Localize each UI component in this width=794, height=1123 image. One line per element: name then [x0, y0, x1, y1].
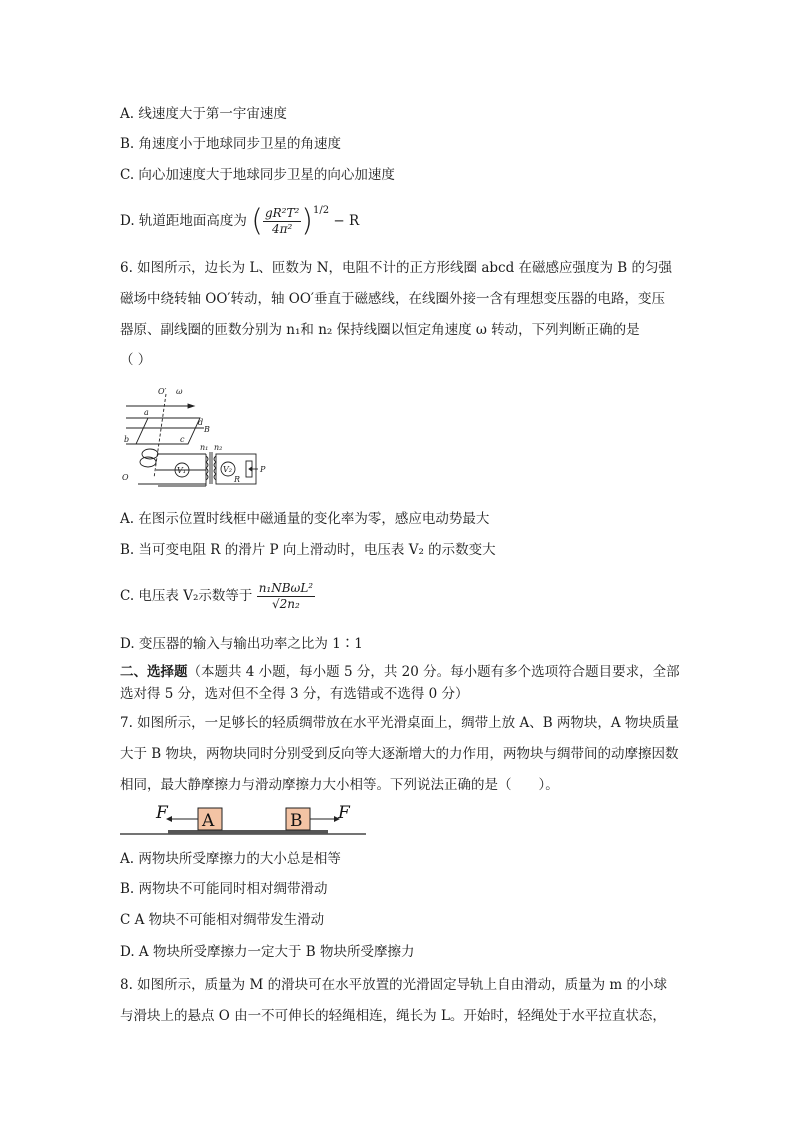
q5-option-a: A. 线速度大于第一宇宙速度 — [120, 106, 287, 122]
q6-fraction-den: √2n₂ — [271, 597, 300, 611]
q6-fraction-num: n₁NBωL² — [258, 581, 314, 595]
q5-fraction-num: gR²T² — [264, 206, 300, 220]
q5-option-d-suffix: − R — [333, 213, 360, 229]
fig-label-O: O — [122, 473, 129, 482]
q5-exponent: 1/2 — [313, 205, 330, 216]
q8-stem-line1: 8. 如图所示，质量为 M 的滑块可在水平放置的光滑固定导轨上自由滑动，质量为 m 的小球 — [120, 977, 667, 993]
q6-stem-line1: 6. 如图所示，边长为 L、匝数为 N，电阻不计的正方形线圈 abcd 在磁感应强度为 B 的匀强 — [120, 260, 673, 276]
q7-fig-F-left: F — [156, 803, 168, 823]
section-2-title: 二、选择题 — [120, 664, 188, 680]
q6-option-d: D. 变压器的输入与输出功率之比为 1∶1 — [120, 636, 363, 652]
q5-option-c: C. 向心加速度大于地球同步卫星的向心加速度 — [120, 167, 395, 183]
q8-stem-line2: 与滑块上的悬点 O 由一不可伸长的轻绳相连，绳长为 L。开始时，轻绳处于水平拉直状态， — [120, 1008, 666, 1024]
q6-stem-line2: 磁场中绕转轴 OO′转动，轴 OO′垂直于磁感线，在线圈外接一含有理想变压器的电路，变压 — [120, 291, 665, 307]
q5-option-d — [120, 196, 359, 246]
q6-option-b: B. 当可变电阻 R 的滑片 P 向上滑动时，电压表 V₂ 的示数变大 — [120, 542, 496, 558]
fig-label-P: P — [260, 465, 266, 474]
right-paren: ) — [301, 203, 314, 239]
fig-label-omega: ω — [176, 387, 183, 396]
q6-option-c — [120, 576, 315, 616]
fig-label-B: B — [204, 425, 210, 434]
q6-answer-blank: （ ） — [120, 352, 152, 368]
q7-option-c: C A 物块不可能相对绸带发生滑动 — [120, 912, 325, 928]
q5-option-d-prefix: D. 轨道距地面高度为 — [120, 213, 247, 229]
q7-fig-A: A — [202, 811, 215, 831]
fig-label-n2: n₂ — [214, 443, 223, 452]
fig-label-V2: V₂ — [223, 465, 232, 474]
section-2-desc: （本题共 4 小题，每小题 5 分，共 20 分。每小题有多个选项符合题目要求，全部选对得 5 分，选对但不全得 3 分，有选错或不选得 0 分） — [120, 664, 680, 702]
left-paren: ( — [251, 203, 263, 239]
q6-option-c-prefix: C. 电压表 V₂示数等于 — [120, 588, 253, 604]
fig-label-O-top: O′ — [158, 387, 167, 396]
q7-option-b: B. 两物块不可能同时相对绸带滑动 — [120, 881, 328, 897]
fig-label-a: a — [144, 408, 149, 417]
q7-fig-B: B — [290, 811, 303, 831]
q6-circuit-figure — [118, 384, 278, 494]
q6-stem-line3: 器原、副线圈的匝数分别为 n₁和 n₂ 保持线圈以恒定角速度 ω 转动，下列判断正确的是 — [120, 322, 640, 338]
fig-label-d: d — [198, 418, 204, 427]
fig-label-b: b — [124, 435, 130, 444]
fig-label-R: R — [234, 475, 241, 484]
section-2-header — [120, 661, 680, 705]
q6-option-a: A. 在图示位置时线框中磁通量的变化率为零，感应电动势最大 — [120, 511, 490, 527]
q5-fraction — [263, 206, 301, 237]
q6-fraction — [257, 581, 315, 612]
q7-option-d: D. A 物块所受摩擦力一定大于 B 物块所受摩擦力 — [120, 944, 415, 960]
fig-label-V1: V₁ — [177, 466, 186, 475]
q5-fraction-den: 4π² — [271, 222, 293, 236]
fig-label-n1: n₁ — [200, 443, 209, 452]
q7-figure — [120, 800, 370, 840]
fig-label-c: c — [180, 435, 185, 444]
q5-option-b: B. 角速度小于地球同步卫星的角速度 — [120, 136, 342, 152]
q7-stem: 7. 如图所示，一足够长的轻质绸带放在水平光滑桌面上，绸带上放 A、B 两物块，A 物块质量大于 B 物块，两物块同时分别受到反向等大逐渐增大的力作用，两物块与绸带间的动摩擦因数相同，最大静摩擦力与滑动摩擦力大小相等。下列说法正确的是（ ）。 — [120, 715, 679, 793]
q7-option-a: A. 两物块所受摩擦力的大小总是相等 — [120, 851, 341, 867]
q7-fig-F-right: F — [338, 803, 350, 823]
